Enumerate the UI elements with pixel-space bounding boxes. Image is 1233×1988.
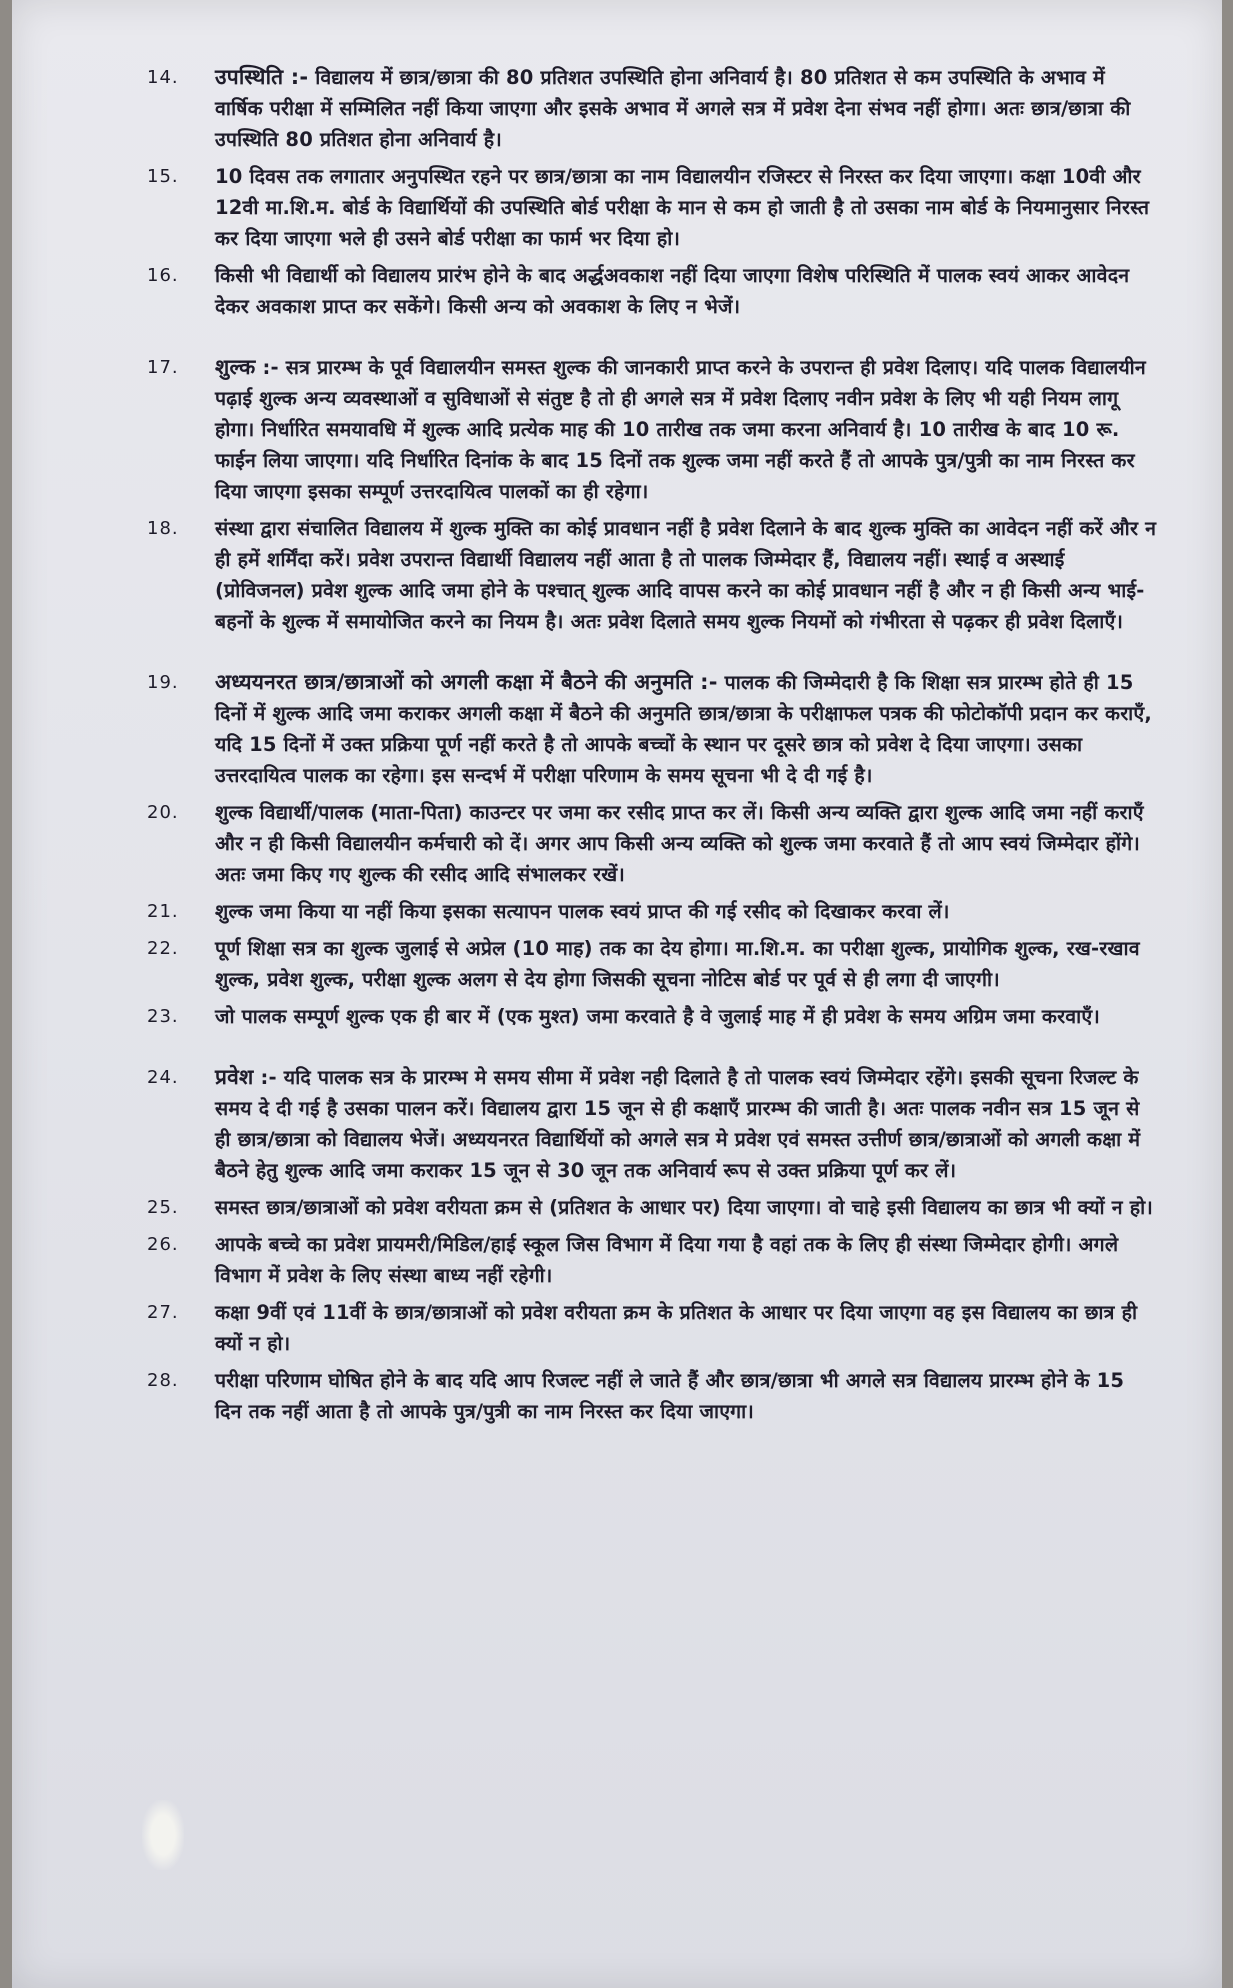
rule-text: :- सत्र प्रारम्भ के पूर्व विद्यालयीन समस्त शुल्क की जानकारी प्राप्त करने के उपरान्त ही प्रवेश दिलाए। यदि पालक विद्यालयीन पढ़ाई शुल्क अन्य व्यवस्थाओं व सुविधाओं से संतुष्ट है तो ही अगले सत्र में प्रवेश दिलाए नवीन प्रवेश के लिए भी यही नियम लागू होगा। निर्धारित समयावधि में शुल्क आदि प्रत्येक माह की 10 तारीख तक जमा करना अनिवार्य है। 10 तारीख के बाद 10 रू. फाईन लिया जाएगा। यदि निर्धारित दिनांक के बाद 15 दिनों तक शुल्क जमा नहीं करते हैं तो आपके पुत्र/पुत्री का नाम निरस्त कर दिया जाएगा इसका सम्पूर्ण उत्तरदायित्व पालकों का ही रहेगा। [215,356,1146,503]
rule-number: 16. [147,265,179,286]
rule-text: शुल्क जमा किया या नहीं किया इसका सत्यापन पालक स्वयं प्राप्त की गई रसीद को दिखाकर करवा लें। [215,900,950,923]
rule-text: कक्षा 9वीं एवं 11वीं के छात्र/छात्राओं को प्रवेश वरीयता क्रम के प्रतिशत के आधार पर दिया जाएगा वह इस विद्यालय का छात्र ही क्यों न हो। [215,1301,1138,1355]
rule-number: 15. [147,166,179,187]
rule-number: 14. [147,67,179,88]
rule-text: पूर्ण शिक्षा सत्र का शुल्क जुलाई से अप्रेल (10 माह) तक का देय होगा। मा.शि.म. का परीक्षा शुल्क, प्रायोगिक शुल्क, रख-रखाव शुल्क, प्रवेश शुल्क, परीक्षा शुल्क अलग से देय होगा जिसकी सूचना नोटिस बोर्ड पर पूर्व से ही लगा दी जाएगी। [215,937,1140,991]
rule-18 [147,513,1157,637]
rule-number: 18. [147,518,179,539]
rule-15 [147,161,1157,254]
rule-heading: उपस्थिति :- [215,65,309,89]
rule-number: 23. [147,1006,179,1027]
rules-list [147,62,1157,1433]
rule-text: विद्यालय में छात्र/छात्रा की 80 प्रतिशत उपस्थिति होना अनिवार्य है। 80 प्रतिशत से कम उपस्थिति के अभाव में वार्षिक परीक्षा में सम्मिलित नहीं किया जाएगा और इसके अभाव में अगले सत्र में प्रवेश देना संभव नहीं होगा। अतः छात्र/छात्रा की उपस्थिति 80 प्रतिशत होना अनिवार्य है। [215,66,1131,151]
rule-17 [147,352,1157,507]
rule-number: 22. [147,938,179,959]
rule-heading: प्रवेश [215,1065,254,1089]
paper-stain [142,1800,184,1870]
rule-21 [147,896,1157,927]
rule-27 [147,1297,1157,1359]
rule-number: 27. [147,1302,179,1323]
document-page [12,0,1222,1988]
rule-28 [147,1365,1157,1427]
rule-text: शुल्क विद्यार्थी/पालक (माता-पिता) काउन्टर पर जमा कर रसीद प्राप्त कर लें। किसी अन्य व्यक्ति द्वारा शुल्क आदि जमा नहीं कराएँ और न ही किसी विद्यालयीन कर्मचारी को दें। अगर आप किसी अन्य व्यक्ति को शुल्क जमा करवाते हैं तो आप स्वयं जिम्मेदार होंगे। अतः जमा किए गए शुल्क की रसीद आदि संभालकर रखें। [215,801,1144,886]
rule-number: 19. [147,672,179,693]
rule-14 [147,62,1157,155]
rule-16 [147,260,1157,322]
rule-number: 24. [147,1067,179,1088]
rule-text: परीक्षा परिणाम घोषित होने के बाद यदि आप रिजल्ट नहीं ले जाते हैं और छात्र/छात्रा भी अगले सत्र विद्यालय प्रारम्भ होने के 15 दिन तक नहीं आता है तो आपके पुत्र/पुत्री का नाम निरस्त कर दिया जाएगा। [215,1369,1125,1423]
rule-heading: अध्ययनरत छात्र/छात्राओं को अगली कक्षा में बैठने की अनुमति :- [215,670,718,694]
rule-text: 10 दिवस तक लगातार अनुपस्थित रहने पर छात्र/छात्रा का नाम विद्यालयीन रजिस्टर से निरस्त कर दिया जाएगा। कक्षा 10वी और 12वी मा.शि.म. बोर्ड के विद्यार्थियों की उपस्थिति बोर्ड परीक्षा के मान से कम हो जाती है तो उसका नाम बोर्ड के नियमानुसार निरस्त कर दिया जाएगा भले ही उसने बोर्ड परीक्षा का फार्म भर दिया हो। [215,165,1150,250]
rule-19 [147,667,1157,791]
rule-26 [147,1229,1157,1291]
rule-heading: शुल्क [215,355,256,379]
rule-text: समस्त छात्र/छात्राओं को प्रवेश वरीयता क्रम से (प्रतिशत के आधार पर) दिया जाएगा। वो चाहे इसी विद्यालय का छात्र भी क्यों न हो। [215,1196,1154,1219]
rule-text: पालक की जिम्मेदारी है कि शिक्षा सत्र प्रारम्भ होते ही 15 दिनों में शुल्क आदि जमा कराकर अगली कक्षा में बैठने की अनुमति छात्र/छात्रा के परीक्षाफल पत्रक की फोटोकॉपी प्रदान कर कराएँ, यदि 15 दिनों में उक्त प्रक्रिया पूर्ण नहीं करते है तो आपके बच्चों के स्थान पर दूसरे छात्र को प्रवेश दे दिया जाएगा। उसका उत्तरदायित्व पालक का रहेगा। इस सन्दर्भ में परीक्षा परिणाम के समय सूचना भी दे दी गई है। [215,671,1153,787]
rule-25 [147,1192,1157,1223]
rule-22 [147,933,1157,995]
rule-text: किसी भी विद्यार्थी को विद्यालय प्रारंभ होने के बाद अर्द्धअवकाश नहीं दिया जाएगा विशेष परिस्थिति में पालक स्वयं आकर आवेदन देकर अवकाश प्राप्त कर सकेंगे। किसी अन्य को अवकाश के लिए न भेजें। [215,264,1130,318]
rule-24 [147,1062,1157,1186]
rule-text: आपके बच्चे का प्रवेश प्रायमरी/मिडिल/हाई स्कूल जिस विभाग में दिया गया है वहां तक के लिए ही संस्था जिम्मेदार होगी। अगले विभाग में प्रवेश के लिए संस्था बाध्य नहीं रहेगी। [215,1233,1119,1287]
rule-number: 26. [147,1234,179,1255]
rule-number: 17. [147,357,179,378]
rule-text: संस्था द्वारा संचालित विद्यालय में शुल्क मुक्ति का कोई प्रावधान नहीं है प्रवेश दिलाने के बाद शुल्क मुक्ति का आवेदन नहीं करें और न ही हमें शर्मिंदा करें। प्रवेश उपरान्त विद्यार्थी विद्यालय नहीं आता है तो पालक जिम्मेदार हैं, विद्यालय नहीं। स्थाई व अस्थाई (प्रोविजनल) प्रवेश शुल्क आदि जमा होने के पश्चात् शुल्क आदि वापस करने का कोई प्रावधान नहीं है और न ही किसी अन्य भाई-बहनों के शुल्क में समायोजित करने का नियम है। अतः प्रवेश दिलाते समय शुल्क नियमों को गंभीरता से पढ़कर ही प्रवेश दिलाएँ। [215,517,1157,633]
rule-text: जो पालक सम्पूर्ण शुल्क एक ही बार में (एक मुश्त) जमा करवाते है वे जुलाई माह में ही प्रवेश के समय अग्रिम जमा करवाएँ। [215,1005,1100,1028]
rule-number: 28. [147,1370,179,1391]
rule-number: 25. [147,1197,179,1218]
rule-number: 20. [147,802,179,823]
rule-text: :- यदि पालक सत्र के प्रारम्भ मे समय सीमा में प्रवेश नही दिलाते है तो पालक स्वयं जिम्मेदार रहेंगे। इसकी सूचना रिजल्ट के समय दे दी गई है उसका पालन करें। विद्यालय द्वारा 15 जून से ही कक्षाएँ प्रारम्भ की जाती है। अतः पालक नवीन सत्र 15 जून से ही छात्र/छात्रा को विद्यालय भेजें। अध्ययनरत विद्यार्थियों को अगले सत्र मे प्रवेश एवं समस्त उत्तीर्ण छात्र/छात्राओं को अगली कक्षा में बैठने हेतु शुल्क आदि जमा कराकर 15 जून से 30 जून तक अनिवार्य रूप से उक्त प्रक्रिया पूर्ण कर लें। [215,1066,1141,1182]
rule-20 [147,797,1157,890]
rule-23 [147,1001,1157,1032]
rule-number: 21. [147,901,179,922]
